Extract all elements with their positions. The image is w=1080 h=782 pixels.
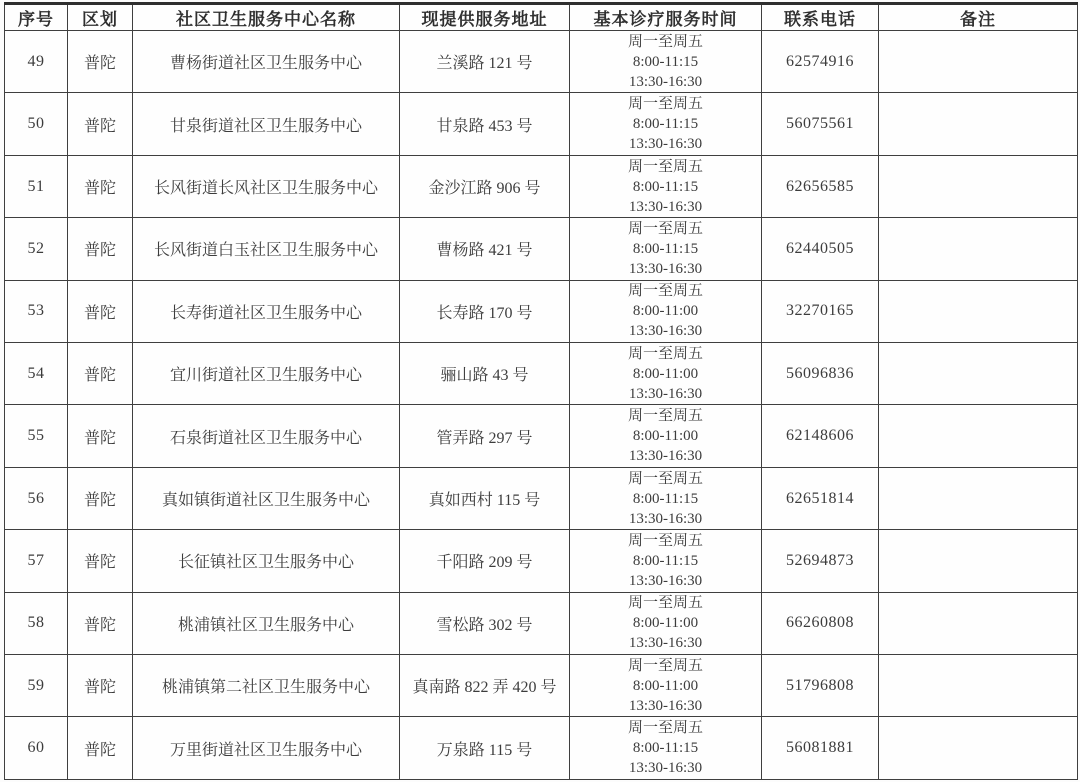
schedule-line: 周一至周五: [627, 158, 703, 175]
cell-remark: [879, 592, 1078, 654]
schedule-line: 13:30-16:30: [628, 198, 703, 215]
schedule-line: 13:30-16:30: [628, 635, 703, 652]
col-header-remark: 备注: [879, 4, 1078, 31]
cell-remark: [879, 655, 1078, 717]
cell-serial: 50: [5, 93, 68, 155]
cell-remark: [879, 155, 1078, 217]
cell-schedule: [570, 343, 762, 405]
cell-district: 普陀: [68, 155, 133, 217]
cell-phone: 56081881: [762, 717, 879, 780]
cell-phone: 51796808: [762, 655, 879, 717]
cell-schedule: [570, 530, 762, 592]
cell-serial: 51: [5, 155, 68, 217]
cell-schedule: [570, 592, 762, 654]
schedule-line: 13:30-16:30: [628, 323, 703, 340]
schedule-line: 8:00-11:00: [632, 615, 699, 632]
cell-remark: [879, 93, 1078, 155]
schedule-line: 周一至周五: [627, 532, 703, 549]
cell-address: 千阳路 209 号: [400, 530, 570, 592]
cell-serial: 60: [5, 717, 68, 780]
schedule-line: 13:30-16:30: [628, 73, 703, 90]
table-row: [5, 93, 1078, 155]
cell-name: 长风街道长风社区卫生服务中心: [133, 155, 400, 217]
cell-schedule: [570, 467, 762, 529]
cell-schedule: [570, 717, 762, 780]
cell-address: 真南路 822 弄 420 号: [400, 655, 570, 717]
cell-phone: 52694873: [762, 530, 879, 592]
cell-name: 长征镇社区卫生服务中心: [133, 530, 400, 592]
cell-district: 普陀: [68, 592, 133, 654]
cell-name: 长风街道白玉社区卫生服务中心: [133, 218, 400, 280]
schedule-line: 13:30-16:30: [628, 260, 703, 277]
cell-serial: 59: [5, 655, 68, 717]
cell-name: 长寿街道社区卫生服务中心: [133, 280, 400, 342]
cell-address: 长寿路 170 号: [400, 280, 570, 342]
cell-name: 真如镇街道社区卫生服务中心: [133, 467, 400, 529]
cell-address: 曹杨路 421 号: [400, 218, 570, 280]
col-header-address: 现提供服务地址: [400, 4, 570, 31]
table-row: [5, 467, 1078, 529]
table-row: [5, 343, 1078, 405]
table-row: [5, 218, 1078, 280]
cell-district: 普陀: [68, 93, 133, 155]
cell-serial: 49: [5, 31, 68, 93]
cell-name: 曹杨街道社区卫生服务中心: [133, 31, 400, 93]
schedule-line: 13:30-16:30: [628, 697, 703, 714]
cell-district: 普陀: [68, 467, 133, 529]
schedule-line: 周一至周五: [627, 96, 703, 113]
schedule-line: 周一至周五: [627, 470, 703, 487]
cell-address: 真如西村 115 号: [400, 467, 570, 529]
cell-district: 普陀: [68, 280, 133, 342]
cell-schedule: [570, 655, 762, 717]
cell-remark: [879, 467, 1078, 529]
table-row: [5, 592, 1078, 654]
cell-phone: 62440505: [762, 218, 879, 280]
cell-serial: 53: [5, 280, 68, 342]
cell-district: 普陀: [68, 717, 133, 780]
cell-serial: 54: [5, 343, 68, 405]
cell-district: 普陀: [68, 218, 133, 280]
cell-serial: 52: [5, 218, 68, 280]
cell-serial: 56: [5, 467, 68, 529]
cell-schedule: [570, 218, 762, 280]
cell-address: 管弄路 297 号: [400, 405, 570, 467]
cell-phone: 62148606: [762, 405, 879, 467]
schedule-line: 周一至周五: [627, 408, 703, 425]
schedule-line: 周一至周五: [627, 595, 703, 612]
cell-schedule: [570, 93, 762, 155]
cell-phone: 62651814: [762, 467, 879, 529]
cell-phone: 66260808: [762, 592, 879, 654]
cell-name: 甘泉街道社区卫生服务中心: [133, 93, 400, 155]
schedule-line: 8:00-11:15: [632, 116, 699, 133]
table-row: [5, 31, 1078, 93]
schedule-line: 8:00-11:00: [632, 677, 699, 694]
table-row: [5, 280, 1078, 342]
schedule-line: 周一至周五: [627, 720, 703, 737]
table-row: [5, 405, 1078, 467]
cell-address: 甘泉路 453 号: [400, 93, 570, 155]
schedule-line: 周一至周五: [627, 283, 703, 300]
schedule-line: 周一至周五: [627, 345, 703, 362]
schedule-line: 8:00-11:00: [632, 365, 699, 382]
table-row: [5, 717, 1078, 780]
cell-phone: 62656585: [762, 155, 879, 217]
schedule-line: 8:00-11:15: [632, 178, 699, 195]
cell-phone: 56096836: [762, 343, 879, 405]
schedule-line: 8:00-11:15: [632, 240, 699, 257]
col-header-schedule: 基本诊疗服务时间: [570, 4, 762, 31]
table-row: [5, 655, 1078, 717]
cell-remark: [879, 31, 1078, 93]
table-row: [5, 155, 1078, 217]
cell-name: 宜川街道社区卫生服务中心: [133, 343, 400, 405]
cell-name: 万里街道社区卫生服务中心: [133, 717, 400, 780]
header-row: [5, 4, 1078, 31]
cell-remark: [879, 218, 1078, 280]
schedule-line: 8:00-11:15: [632, 53, 699, 70]
cell-phone: 32270165: [762, 280, 879, 342]
col-header-serial: 序号: [5, 4, 68, 31]
cell-name: 桃浦镇第二社区卫生服务中心: [133, 655, 400, 717]
cell-district: 普陀: [68, 530, 133, 592]
cell-district: 普陀: [68, 31, 133, 93]
cell-remark: [879, 280, 1078, 342]
cell-schedule: [570, 31, 762, 93]
schedule-line: 8:00-11:15: [632, 490, 699, 507]
col-header-name: 社区卫生服务中心名称: [133, 4, 400, 31]
cell-name: 桃浦镇社区卫生服务中心: [133, 592, 400, 654]
cell-address: 金沙江路 906 号: [400, 155, 570, 217]
table-row: [5, 530, 1078, 592]
schedule-line: 8:00-11:15: [632, 552, 699, 569]
schedule-line: 周一至周五: [627, 220, 703, 237]
cell-address: 骊山路 43 号: [400, 343, 570, 405]
cell-remark: [879, 343, 1078, 405]
cell-serial: 58: [5, 592, 68, 654]
cell-schedule: [570, 405, 762, 467]
schedule-line: 13:30-16:30: [628, 448, 703, 465]
cell-address: 万泉路 115 号: [400, 717, 570, 780]
schedule-line: 13:30-16:30: [628, 385, 703, 402]
health-centers-table: [4, 2, 1078, 780]
schedule-line: 周一至周五: [627, 33, 703, 50]
schedule-line: 8:00-11:00: [632, 303, 699, 320]
cell-address: 兰溪路 121 号: [400, 31, 570, 93]
cell-address: 雪松路 302 号: [400, 592, 570, 654]
cell-remark: [879, 405, 1078, 467]
schedule-line: 13:30-16:30: [628, 760, 703, 777]
schedule-line: 13:30-16:30: [628, 510, 703, 527]
cell-schedule: [570, 280, 762, 342]
col-header-district: 区划: [68, 4, 133, 31]
cell-remark: [879, 717, 1078, 780]
cell-district: 普陀: [68, 655, 133, 717]
schedule-line: 周一至周五: [627, 657, 703, 674]
col-header-phone: 联系电话: [762, 4, 879, 31]
cell-district: 普陀: [68, 343, 133, 405]
cell-serial: 57: [5, 530, 68, 592]
schedule-line: 13:30-16:30: [628, 136, 703, 153]
cell-phone: 62574916: [762, 31, 879, 93]
schedule-line: 8:00-11:15: [632, 740, 699, 757]
schedule-line: 8:00-11:00: [632, 428, 699, 445]
cell-phone: 56075561: [762, 93, 879, 155]
cell-serial: 55: [5, 405, 68, 467]
cell-remark: [879, 530, 1078, 592]
cell-district: 普陀: [68, 405, 133, 467]
schedule-line: 13:30-16:30: [628, 572, 703, 589]
cell-schedule: [570, 155, 762, 217]
cell-name: 石泉街道社区卫生服务中心: [133, 405, 400, 467]
